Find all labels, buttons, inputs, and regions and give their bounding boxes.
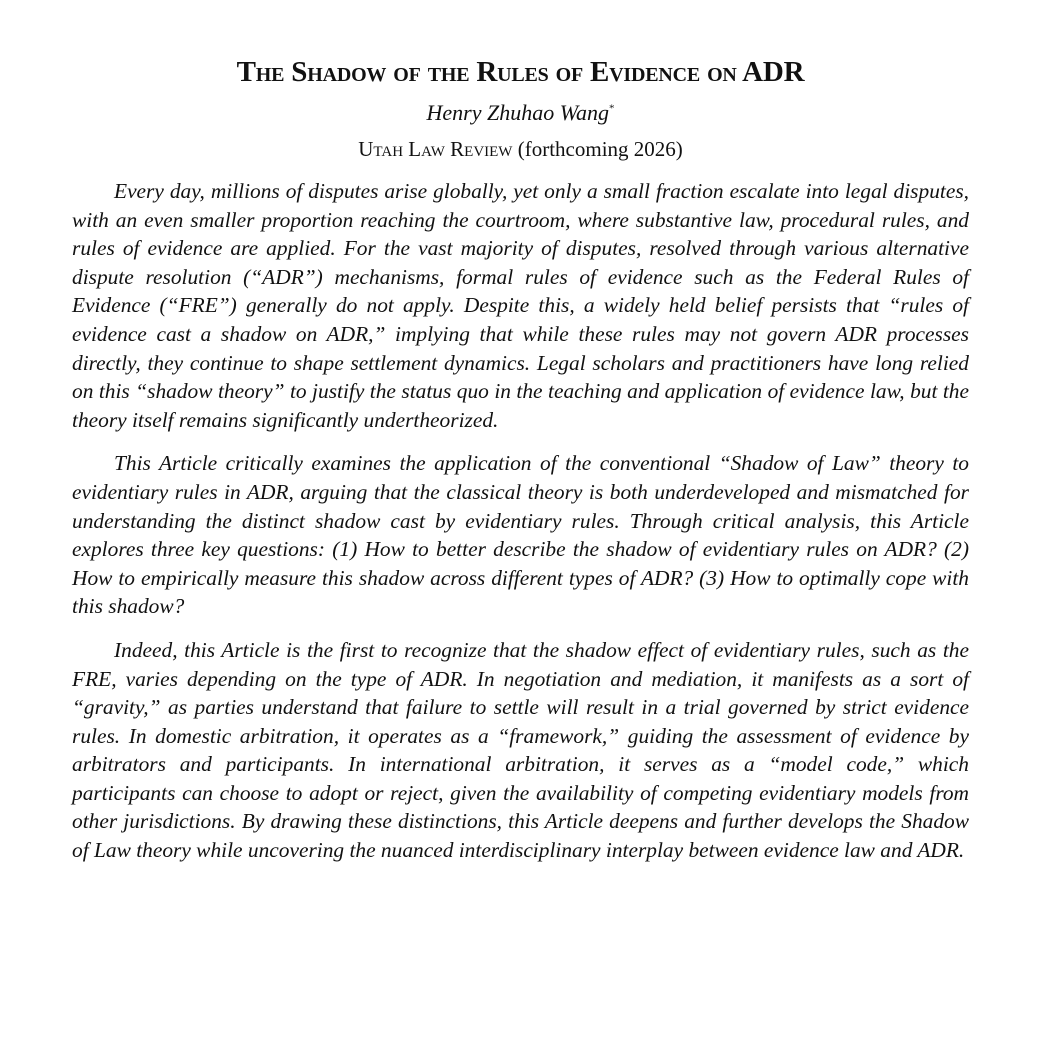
article-title-main: The Shadow of the Rules of Evidence on: [236, 56, 737, 88]
abstract-paragraph-1: Every day, millions of disputes arise globally, yet only a small fraction escalate into legal disputes, with an even smaller proportion reaching the courtroom, where substantive law, procedural rules, and rules of evidence are applied. For the vast majority of disputes, resolved through various alternative dispute resolution (“ADR”) mechanisms, formal rules of evidence such as the Federal Rules of Evidence (“FRE”) generally do not apply. Despite this, a widely held belief persists that “rules of evidence cast a shadow on ADR,” implying that while these rules may not govern ADR processes directly, they continue to shape settlement dynamics. Legal scholars and practitioners have long relied on this “shadow theory” to justify the status quo in the teaching and application of evidence law, but the theory itself remains significantly undertheorized.: [72, 179, 969, 432]
journal-line: [72, 135, 969, 163]
journal-name: Utah Law Review: [358, 137, 513, 161]
article-title: [72, 55, 969, 89]
author-line: [72, 99, 969, 127]
abstract-paragraph-3: Indeed, this Article is the first to recognize that the shadow effect of evidentiary rules, such as the FRE, varies depending on the type of ADR. In negotiation and mediation, it manifests as a sort of “gravity,” as parties understand that failure to settle will result in a trial governed by strict evidence rules. In domestic arbitration, it operates as a “framework,” guiding the assessment of evidence by arbitrators and participants. In international arbitration, it serves as a “model code,” which participants can choose to adopt or reject, given the availability of competing evidentiary models from other jurisdictions. By drawing these distinctions, this Article deepens and further develops the Shadow of Law theory while uncovering the nuanced interdisciplinary interplay between evidence law and ADR.: [72, 637, 969, 863]
abstract-paragraph-2: This Article critically examines the application of the conventional “Shadow of Law” theory to evidentiary rules in ADR, arguing that the classical theory is both underdeveloped and mismatched for understanding the distinct shadow cast by evidentiary rules. Through critical analysis, this Article explores three key questions: (1) How to better describe the shadow of evidentiary rules on ADR? (2) How to empirically measure this shadow across different types of ADR? (3) How to optimally cope with this shadow?: [72, 451, 969, 619]
author-name: Henry Zhuhao Wang: [426, 100, 610, 125]
abstract: [72, 177, 969, 865]
author-footnote-mark: *: [609, 102, 615, 115]
journal-note: (forthcoming 2026): [517, 137, 683, 161]
article-title-acronym: ADR: [742, 56, 805, 88]
